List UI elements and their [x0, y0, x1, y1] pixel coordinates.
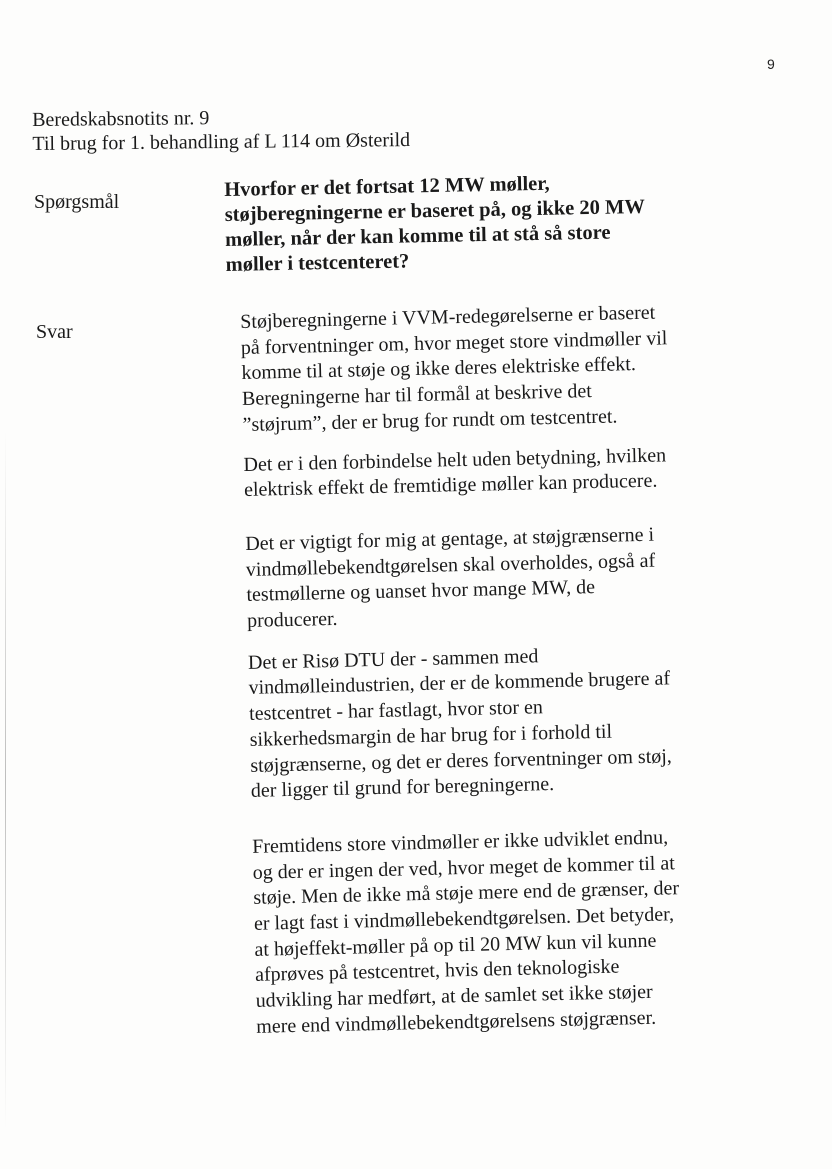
answer-line: Det er vigtigt for mig at gentage, at støjgrænserne i	[245, 523, 655, 555]
answer-paragraph	[240, 299, 743, 439]
answer-line: Det er i den forbindelse helt uden betydning, hvilken	[243, 443, 667, 476]
answer-line: og der er ingen der ved, hvor meget de kommer til at	[252, 851, 675, 884]
answer-line: at højeffekt-møller på op til 20 MW kun vil kunne	[254, 929, 657, 961]
question-line: møller i testcenteret?	[225, 250, 410, 276]
answer-line: er lagt fast i vindmøllebekendtgørelsen. Det betyder,	[253, 903, 675, 935]
answer-line: Støjberegningerne i VVM-redegørelserne er baseret	[240, 301, 656, 333]
answer-line: udvikling har medført, at de samlet set ikke støjer	[255, 980, 653, 1012]
answer-line: mere end vindmøllebekendtgørelsens støjgrænser.	[256, 1006, 657, 1038]
answer-paragraph	[252, 823, 757, 1040]
answer-line: sikkerhedsmargin de har brug for i forhold til	[249, 720, 613, 751]
answer-line: komme til at støje og ikke deres elektriske effekt.	[241, 353, 637, 385]
answer-paragraph	[245, 521, 747, 635]
question-line: støjberegningerne er baseret på, og ikke 20 MW	[224, 195, 646, 226]
answer-label: Svar	[36, 321, 73, 343]
header-subtitle: Til brug for 1. behandling af L 114 om Østerild	[32, 129, 411, 155]
answer-line: producerer.	[246, 607, 338, 632]
document-header	[32, 104, 410, 156]
answer-line: vindmølleindustrien, der er de kommende brugere af	[248, 667, 671, 700]
question-text	[224, 169, 716, 278]
answer-line: på forventninger om, hvor meget store vindmøller vil	[240, 327, 668, 359]
answer-line: støje. Men de ikke må støje mere end de grænser, der	[253, 877, 680, 910]
answer-line: elektrisk effekt de fremtidige møller kan producere.	[243, 469, 658, 502]
answer-text	[240, 299, 756, 1041]
answer-line: Fremtidens store vindmøller er ikke udviklet endnu,	[251, 826, 669, 858]
answer-line: afprøves på testcentret, hvis den teknologiske	[254, 956, 620, 987]
answer-line: vindmøllebekendtgørelsen skal overholdes, også af	[245, 549, 656, 581]
answer-line: testcentret - har fastlagt, hvor stor en	[248, 696, 544, 726]
answer-line: Det er Risø DTU der - sammen med	[247, 645, 539, 674]
answer-line: ”støjrum”, der er brug for rundt om testcentret.	[242, 405, 618, 436]
answer-line: testmøllerne og uanset hvor mange MW, de	[246, 576, 596, 607]
question-label: Spørgsmål	[34, 191, 120, 213]
header-title: Beredskabsnotits nr. 9	[32, 107, 210, 131]
answer-paragraph	[243, 441, 744, 504]
page-number: 9	[767, 56, 775, 72]
question-line: møller, når der kan komme til at stå så store	[224, 221, 611, 251]
question-line: Hvorfor er det fortsat 12 MW møller,	[224, 172, 550, 201]
answer-line: støjgrænserne, og det er deres forventninger om støj,	[250, 744, 673, 777]
answer-line: der ligger til grund for beregningerne.	[250, 773, 555, 803]
answer-paragraph	[248, 639, 751, 805]
answer-line: Beregningerne har til formål at beskrive det	[241, 380, 593, 411]
scan-edge-shadow	[5, 430, 6, 1130]
